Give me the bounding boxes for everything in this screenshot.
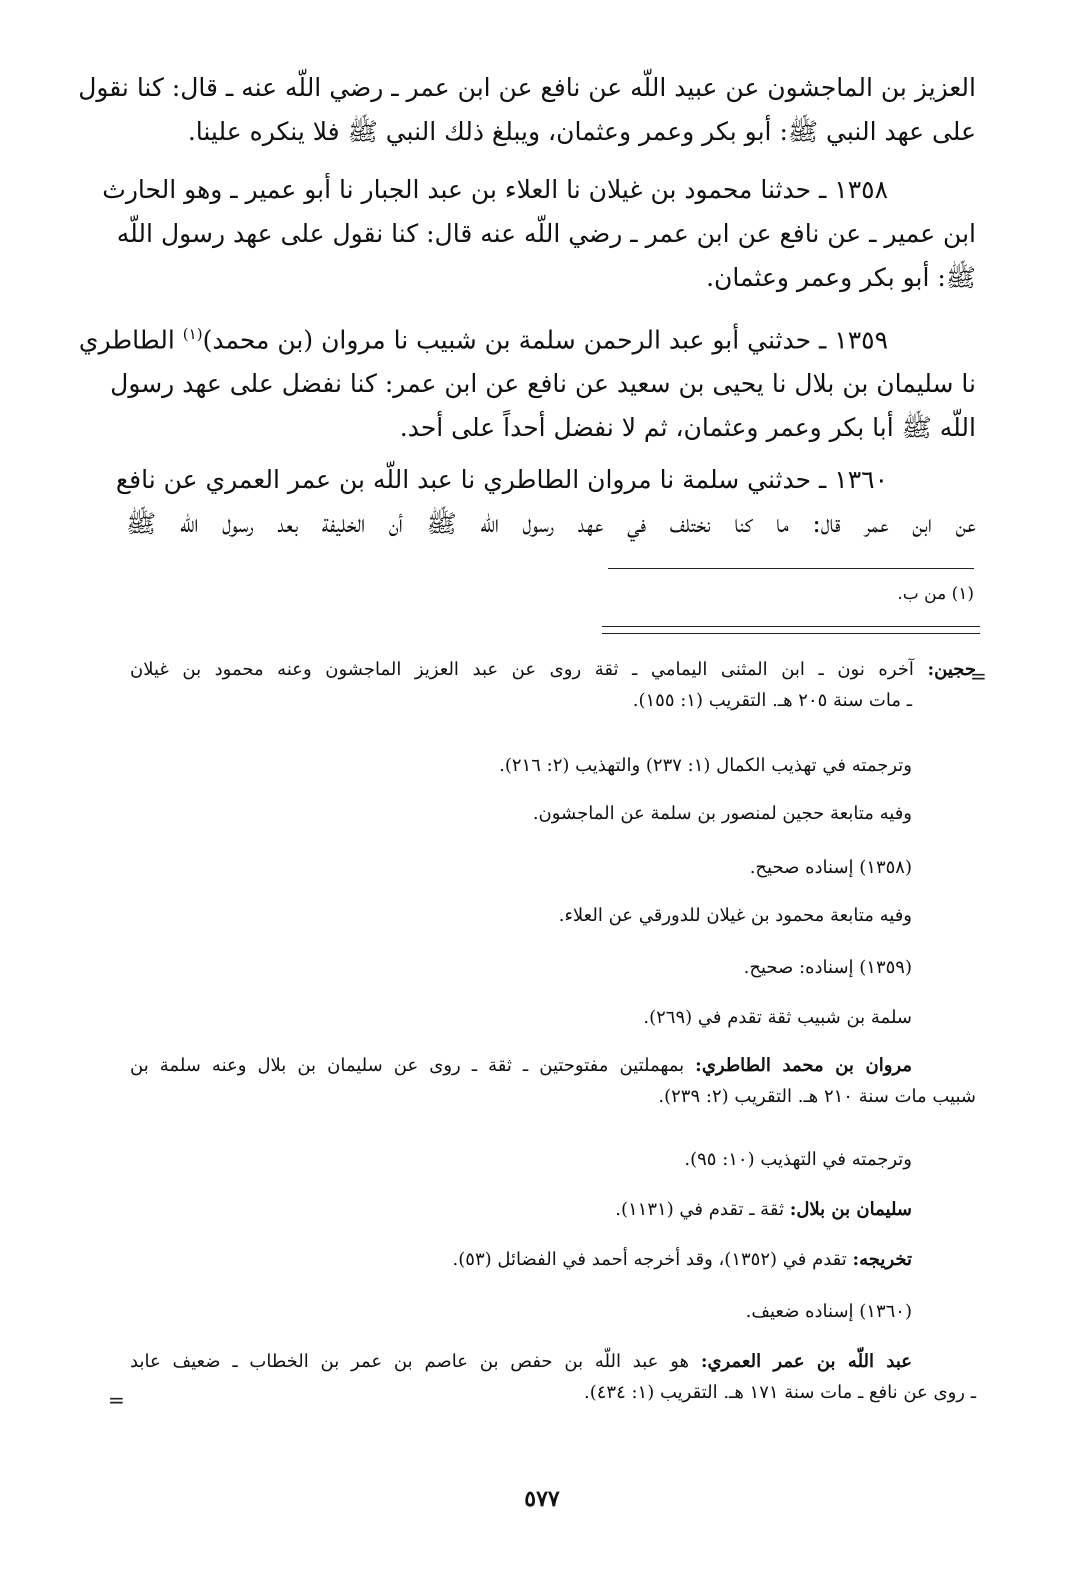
main-paragraph-1359 (78, 312, 976, 450)
commentary-line (130, 900, 976, 931)
text-line: اللّه ﷺ أبا بكر وعمر وعثمان، ثم لا نفضل أحداً على أحد. (399, 413, 976, 443)
main-paragraph-1358 (102, 168, 976, 300)
text-line: ١٣٥٨ ـ حدثنا محمود بن غيلان نا العلاء بن عبد الجبار نا أبو عمير ـ وهو الحارث (102, 175, 888, 204)
commentary-line (130, 952, 976, 983)
commentary-marwan (130, 1050, 976, 1112)
commentary-hujayn (130, 654, 976, 716)
commentary-line (130, 1002, 976, 1033)
entry-lead: تخريجه: (852, 1249, 912, 1270)
text-line: عن ابن عمر قال: ما كنا نختلف في عهد رسول اللّه ﷺ أن الخليفة بعد رسول اللّه ﷺ (126, 509, 976, 538)
commentary-line (130, 750, 976, 781)
continuation-mark-bottom: = (108, 1388, 125, 1412)
text-line (130, 1194, 976, 1225)
text-line: نا سليمان بن بلال نا يحيى بن سعيد عن نافع عن ابن عمر: كنا نفضل على عهد رسول (110, 369, 976, 399)
commentary-sulayman (130, 1194, 976, 1225)
continuation-mark-top: = (970, 664, 987, 688)
text-line: ١٣٦٠ ـ حدثني سلمة نا مروان الطاطري نا عبد اللّه بن عمر العمري عن نافع (115, 465, 888, 494)
text-line (78, 312, 976, 362)
text-line: وفيه متابعة حجين لمنصور بن سلمة عن الماجشون. (532, 803, 912, 824)
text-line: ـ مات سنة ٢٠٥ هـ. التقريب (١: ١٥٥). (632, 690, 912, 711)
text-line: (١٣٦٠) إسناده ضعيف. (745, 1301, 912, 1322)
text-segment: تقدم في (١٣٥٢)، وقد أخرجه أحمد في الفضائل (٥٣). (452, 1249, 853, 1270)
text-segment: بمهملتين مفتوحتين ـ ثقة ـ روى عن سليمان بن بلال وعنه سلمة بن (130, 1055, 696, 1076)
entry-lead: حجين: (927, 659, 976, 680)
text-line: وترجمته في تهذيب الكمال (١: ٢٣٧) والتهذيب (٢: ٢١٦). (499, 755, 912, 776)
text-segment: ١٣٥٩ ـ حدثني أبو عبد الرحمن سلمة بن شبيب نا مروان (بن محمد) (202, 325, 888, 355)
commentary-takhrij (130, 1244, 976, 1275)
text-line: ﷺ: أبو بكر وعمر وعثمان. (706, 263, 976, 292)
text-line: وترجمته في التهذيب (١٠: ٩٥). (684, 1149, 912, 1170)
text-line: على عهد النبي ﷺ: أبو بكر وعمر وعثمان، ويبلغ ذلك النبي ﷺ فلا ينكره علينا. (187, 117, 976, 146)
commentary-line (130, 1144, 976, 1175)
main-paragraph-1 (78, 66, 976, 154)
page-number: ٥٧٧ (524, 1486, 560, 1512)
footnote: (١) من ب. (897, 584, 974, 604)
text-line (130, 1050, 976, 1081)
text-segment: هو عبد اللّه بن حفص بن عاصم بن عمر بن الخطاب ـ ضعيف عابد (130, 1351, 701, 1372)
commentary-line (130, 852, 976, 883)
entry-lead: مروان بن محمد الطاطري: (695, 1055, 913, 1076)
text-segment: الطاطري (78, 325, 183, 355)
footnote-reference: (١) (182, 325, 203, 343)
text-line: شبيب مات سنة ٢١٠ هـ. التقريب (٢: ٢٣٩). (658, 1086, 976, 1107)
commentary-line (130, 798, 976, 829)
text-segment: ثقة ـ تقدم في (١١٣١). (615, 1199, 790, 1220)
text-line (130, 1346, 976, 1377)
footnote-separator (608, 568, 974, 569)
text-line: سلمة بن شبيب ثقة تقدم في (٢٦٩). (643, 1007, 912, 1028)
text-line: ابن عمير ـ عن نافع عن ابن عمر ـ رضي اللّه عنه قال: كنا نقول على عهد رسول اللّه (116, 219, 976, 248)
entry-lead: عبد اللّه بن عمر العمري: (700, 1351, 912, 1372)
commentary-line (130, 1296, 976, 1327)
text-line: (١٣٥٨) إسناده صحيح. (749, 857, 912, 878)
text-line: العزيز بن الماجشون عن عبيد اللّه عن نافع عن ابن عمر ـ رضي اللّه عنه ـ قال: كنا نقول (78, 73, 976, 102)
commentary-abdullah (130, 1346, 976, 1408)
text-line (130, 1244, 976, 1275)
text-line: ـ روى عن نافع ـ مات سنة ١٧١ هـ. التقريب (١: ٤٣٤). (583, 1382, 976, 1403)
text-line: وفيه متابعة محمود بن غيلان للدورقي عن العلاء. (558, 905, 912, 926)
text-line (130, 654, 976, 685)
main-paragraph-1360 (115, 458, 976, 546)
text-segment: آخره نون ـ ابن المثنى اليمامي ـ ثقة روى عن عبد العزيز الماجشون وعنه محمود بن غيلان (130, 659, 928, 680)
commentary-separator (602, 626, 980, 634)
text-line: (١٣٥٩) إسناده: صحيح. (743, 957, 912, 978)
entry-lead: سليمان بن بلال: (789, 1199, 912, 1220)
